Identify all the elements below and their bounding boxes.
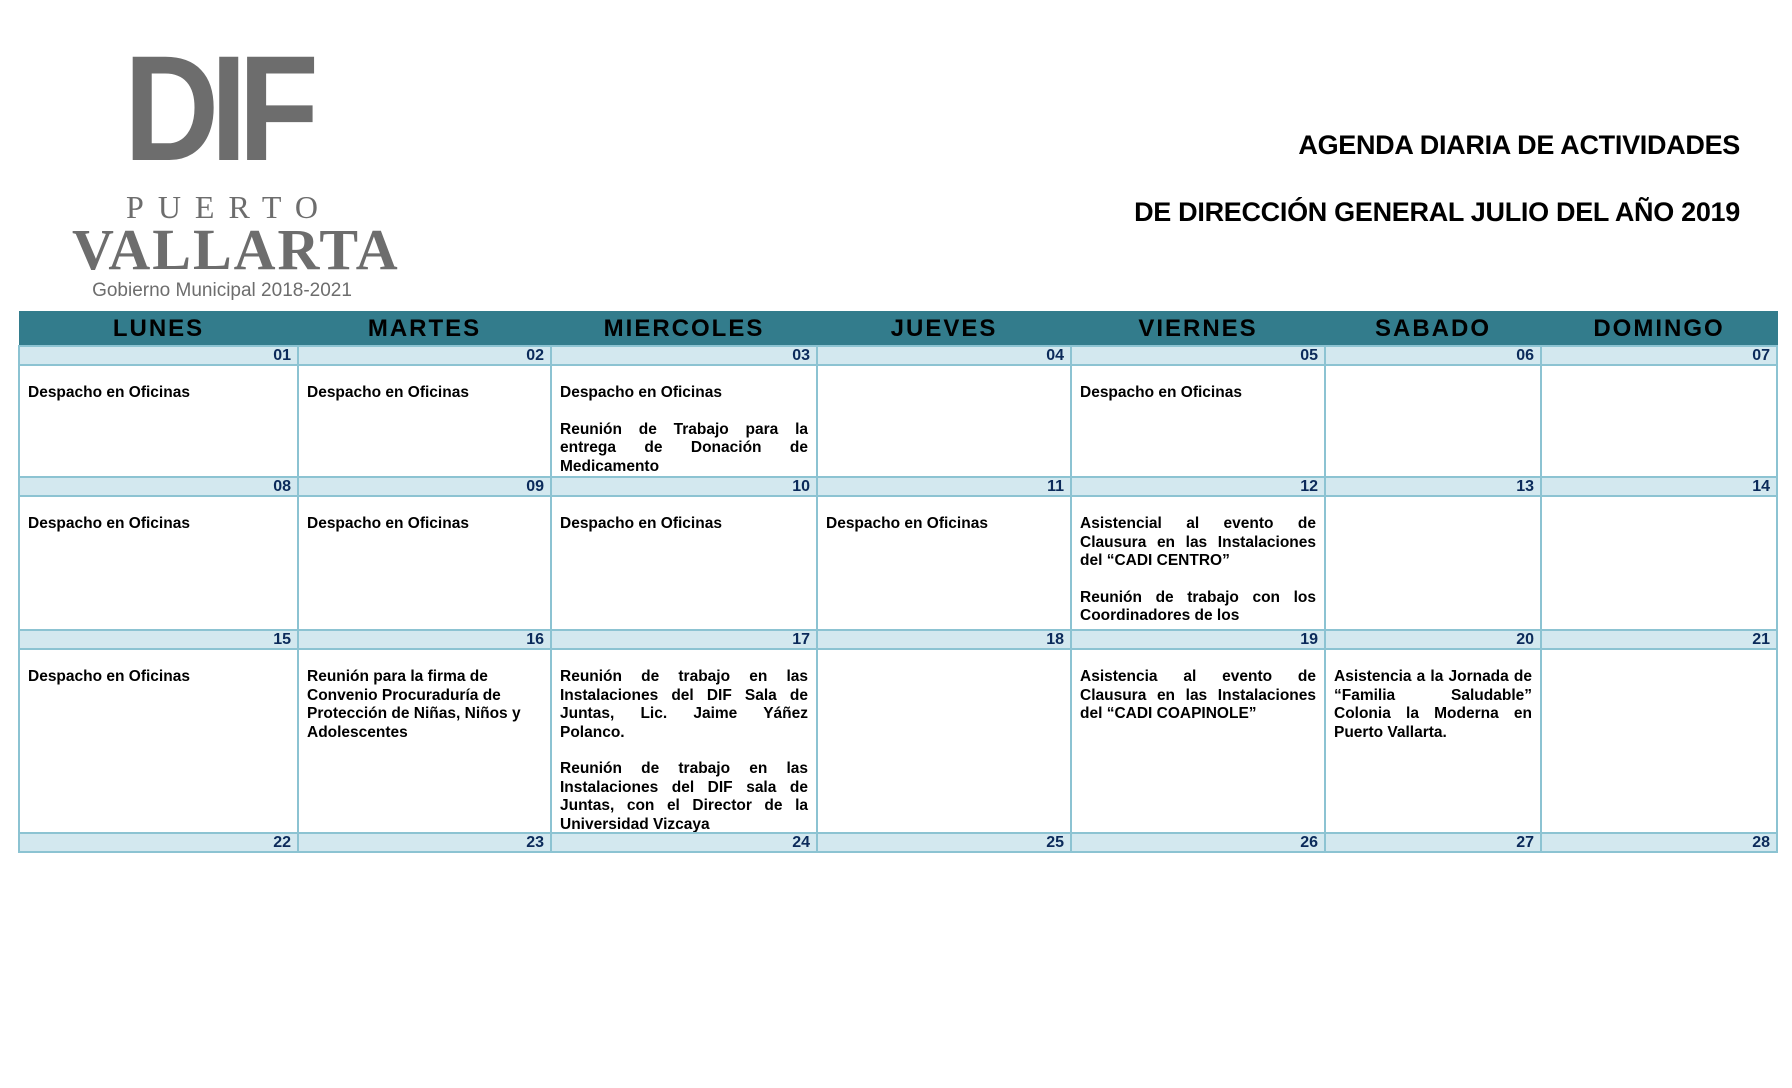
day-cell xyxy=(551,365,817,477)
day-cell xyxy=(298,496,551,630)
day-events-row xyxy=(19,649,1777,833)
day-cell xyxy=(1541,496,1777,630)
day-cell xyxy=(19,496,298,630)
logo-government-text: Gobierno Municipal 2018-2021 xyxy=(92,280,352,301)
day-events-row xyxy=(19,365,1777,477)
event-text: Despacho en Oficinas xyxy=(28,384,190,401)
day-cell xyxy=(1541,365,1777,477)
day-number: 03 xyxy=(551,346,817,365)
logo-vallarta-text: VALLARTA xyxy=(72,217,400,282)
day-number: 19 xyxy=(1071,630,1325,649)
day-number: 07 xyxy=(1541,346,1777,365)
event-text: Reunión de Trabajo para la entrega de Donación de Medicamento xyxy=(560,420,808,475)
weekday-header: LUNES xyxy=(19,312,298,347)
day-events-row xyxy=(19,496,1777,630)
event-text: Asistencial al evento de Clausura en las Instalaciones del “CADI CENTRO” xyxy=(1080,515,1316,569)
event-text: Reunión de trabajo con los Coordinadores de los xyxy=(1080,588,1316,624)
day-number: 04 xyxy=(817,346,1071,365)
event-text: Despacho en Oficinas xyxy=(28,668,190,685)
dif-puerto-vallarta-logo xyxy=(72,24,400,301)
weekday-header: MIERCOLES xyxy=(551,312,817,347)
day-cell xyxy=(1071,649,1325,833)
event-text: Despacho en Oficinas xyxy=(560,515,722,532)
logo-puerto-text: PUERTO xyxy=(126,189,332,225)
weekday-header: DOMINGO xyxy=(1541,312,1777,347)
event-text: Despacho en Oficinas xyxy=(307,515,469,532)
day-number: 02 xyxy=(298,346,551,365)
event-text: Reunión de trabajo en las Instalaciones del DIF sala de Juntas, con el Director de la Universidad Vizcaya xyxy=(560,760,808,832)
page-title-line-1: AGENDA DIARIA DE ACTIVIDADES xyxy=(1298,130,1740,160)
day-cell xyxy=(19,365,298,477)
weekday-header: MARTES xyxy=(298,312,551,347)
event-text: Asistencia al evento de Clausura en las Instalaciones del “CADI COAPINOLE” xyxy=(1080,668,1316,722)
day-cell xyxy=(298,365,551,477)
day-cell xyxy=(19,649,298,833)
event-text: Despacho en Oficinas xyxy=(307,384,469,401)
event-text: Asistencia a la Jornada de “Familia Saludable” Colonia la Moderna en Puerto Vallarta. xyxy=(1334,668,1532,741)
day-number: 18 xyxy=(817,630,1071,649)
day-number: 01 xyxy=(19,346,298,365)
day-cell xyxy=(551,649,817,833)
day-cell xyxy=(298,649,551,833)
event-text: Reunión para la firma de Convenio Procuraduría de Protección de Niñas, Niños y Adolescentes xyxy=(307,668,521,741)
weekday-header: VIERNES xyxy=(1071,312,1325,347)
day-number: 20 xyxy=(1325,630,1541,649)
day-number: 08 xyxy=(19,477,298,496)
day-number: 22 xyxy=(19,833,298,852)
page-title-line-2: DE DIRECCIÓN GENERAL JULIO DEL AÑO 2019 xyxy=(1134,197,1740,227)
event-text: Reunión de trabajo en las Instalaciones del DIF Sala de Juntas, Lic. Jaime Yáñez Polanco. xyxy=(560,668,808,741)
day-cell xyxy=(1325,365,1541,477)
day-number-row xyxy=(19,630,1777,649)
day-number: 06 xyxy=(1325,346,1541,365)
day-number: 26 xyxy=(1071,833,1325,852)
day-number: 24 xyxy=(551,833,817,852)
day-cell xyxy=(1325,496,1541,630)
day-number: 17 xyxy=(551,630,817,649)
day-cell xyxy=(1071,496,1325,630)
monthly-calendar xyxy=(18,311,1778,853)
event-text: Despacho en Oficinas xyxy=(560,384,722,401)
day-number: 21 xyxy=(1541,630,1777,649)
day-cell xyxy=(1325,649,1541,833)
day-cell xyxy=(817,649,1071,833)
day-number: 16 xyxy=(298,630,551,649)
day-cell xyxy=(1071,365,1325,477)
weekday-header-row xyxy=(19,312,1777,347)
day-number: 28 xyxy=(1541,833,1777,852)
day-number: 23 xyxy=(298,833,551,852)
event-text: Despacho en Oficinas xyxy=(28,515,190,532)
day-number-row xyxy=(19,477,1777,496)
day-number-row xyxy=(19,346,1777,365)
logo-dif-text: DIF xyxy=(123,24,311,192)
day-number: 12 xyxy=(1071,477,1325,496)
day-number: 27 xyxy=(1325,833,1541,852)
day-number-row xyxy=(19,833,1777,852)
weekday-header: JUEVES xyxy=(817,312,1071,347)
day-number: 25 xyxy=(817,833,1071,852)
day-number: 10 xyxy=(551,477,817,496)
day-number: 13 xyxy=(1325,477,1541,496)
event-text: Despacho en Oficinas xyxy=(826,515,988,532)
day-number: 14 xyxy=(1541,477,1777,496)
day-number: 15 xyxy=(19,630,298,649)
day-number: 09 xyxy=(298,477,551,496)
day-number: 11 xyxy=(817,477,1071,496)
day-cell xyxy=(817,365,1071,477)
day-number: 05 xyxy=(1071,346,1325,365)
day-cell xyxy=(551,496,817,630)
day-cell xyxy=(817,496,1071,630)
weekday-header: SABADO xyxy=(1325,312,1541,347)
day-cell xyxy=(1541,649,1777,833)
event-text: Despacho en Oficinas xyxy=(1080,384,1242,401)
